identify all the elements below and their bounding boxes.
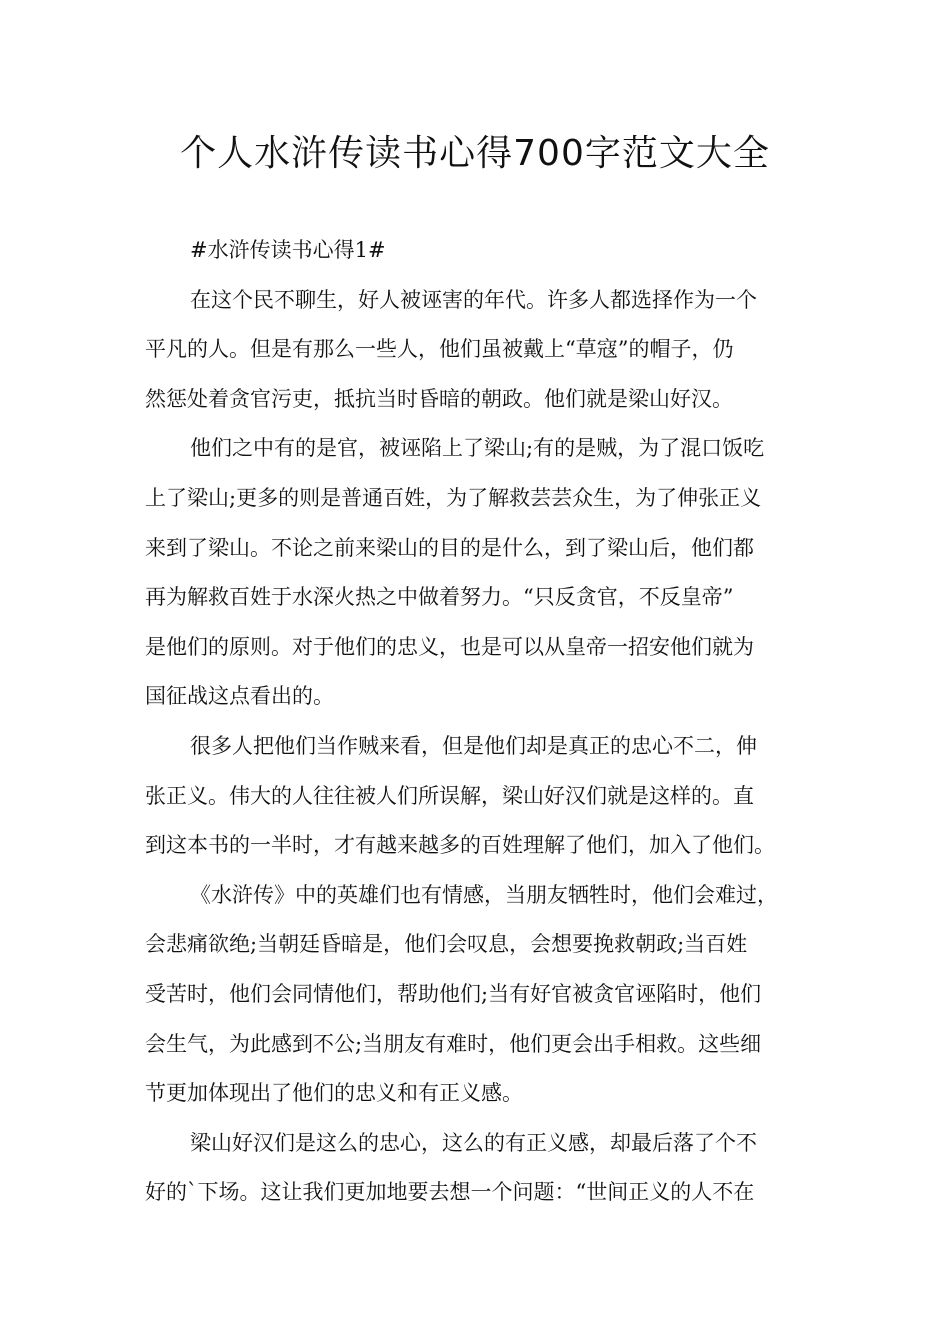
text-line: 再为解救百姓于水深火热之中做着努力。“只反贪官，不反皇帝” <box>145 585 734 610</box>
text-line: #水浒传读书心得1# <box>190 238 386 262</box>
text-line: 张正义。伟大的人往往被人们所误解，梁山好汉们就是这样的。直 <box>145 783 754 808</box>
text-line: 国征战这点看出的。 <box>145 684 334 709</box>
text-line: 到这本书的一半时，才有越来越多的百姓理解了他们，加入了他们。 <box>145 833 775 858</box>
text-line: 上了梁山;更多的则是普通百姓，为了解救芸芸众生，为了伸张正义 <box>145 485 762 510</box>
text-line: 是他们的原则。对于他们的忠义，也是可以从皇帝一招安他们就为 <box>145 634 754 659</box>
document-body <box>145 226 815 1218</box>
text-line: 《水浒传》中的英雄们也有情感，当朋友牺牲时，他们会难过， <box>190 882 778 907</box>
text-line: 很多人把他们当作贼来看，但是他们却是真正的忠心不二，伸 <box>190 733 757 758</box>
text-line: 节更加体现出了他们的忠义和有正义感。 <box>145 1081 523 1106</box>
text-line: 好的`下场。这让我们更加地要去想一个问题：“世间正义的人不在 <box>145 1180 755 1205</box>
text-line: 梁山好汉们是这么的忠心，这么的有正义感，却最后落了个不 <box>190 1130 757 1155</box>
document-title: 个人水浒传读书心得700字范文大全 <box>180 133 770 174</box>
text-line: 来到了梁山。不论之前来梁山的目的是什么，到了梁山后，他们都 <box>145 535 754 560</box>
text-line: 会生气，为此感到不公;当朋友有难时，他们更会出手相救。这些细 <box>145 1031 762 1056</box>
text-line: 受苦时，他们会同情他们，帮助他们;当有好官被贪官诬陷时，他们 <box>145 981 762 1006</box>
text-line: 他们之中有的是官，被诬陷上了梁山;有的是贼，为了混口饭吃 <box>190 436 765 461</box>
text-line: 会悲痛欲绝;当朝廷昏暗是，他们会叹息，会想要挽救朝政;当百姓 <box>145 932 748 957</box>
text-line: 然惩处着贪官污吏，抵抗当时昏暗的朝政。他们就是梁山好汉。 <box>145 386 733 411</box>
text-line: 在这个民不聊生，好人被诬害的年代。许多人都选择作为一个 <box>190 287 757 312</box>
text-line: 平凡的人。但是有那么一些人，他们虽被戴上“草寇”的帽子，仍 <box>145 337 734 362</box>
